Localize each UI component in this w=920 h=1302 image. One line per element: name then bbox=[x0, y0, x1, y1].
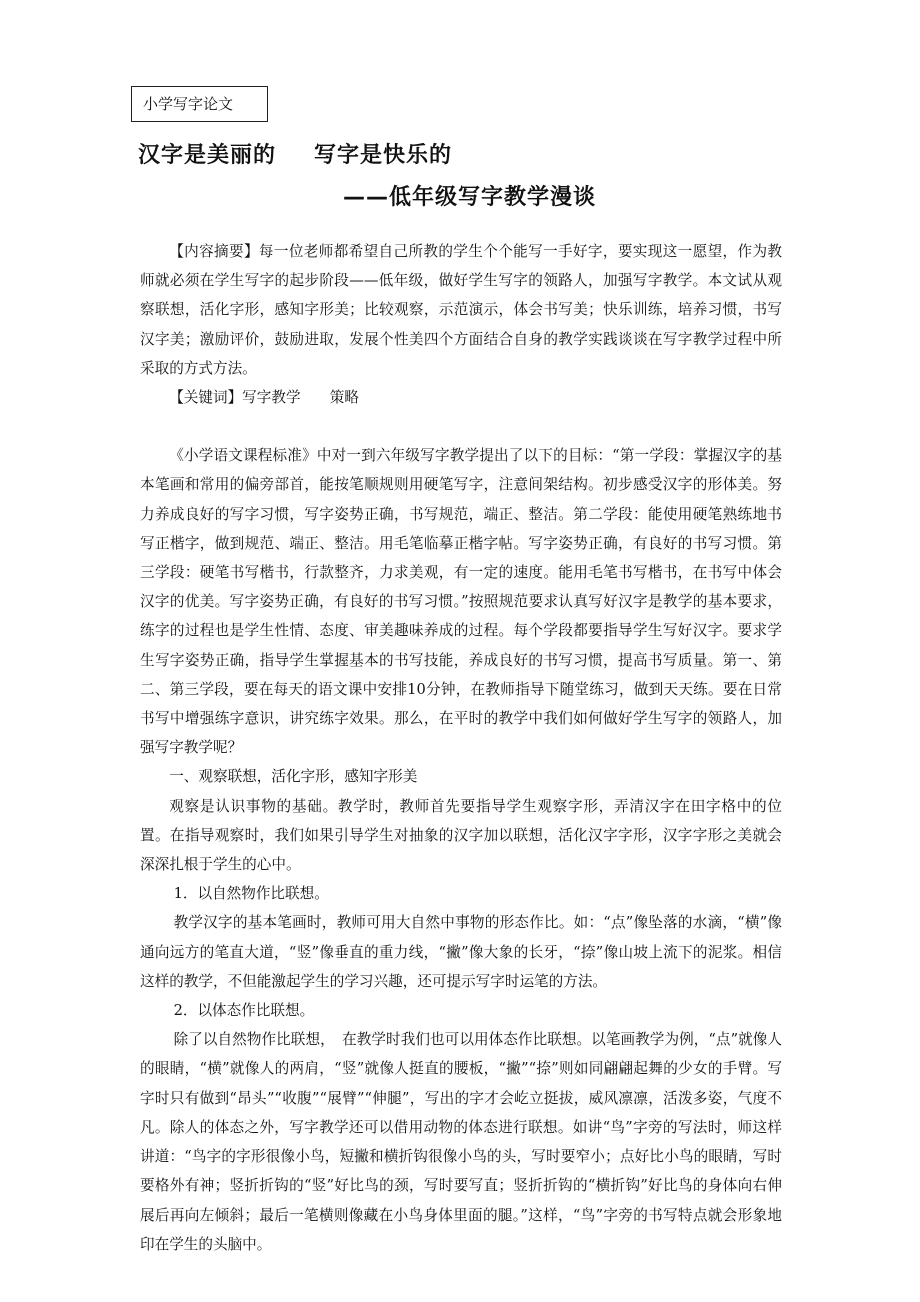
article-body bbox=[140, 237, 782, 1259]
abstract-paragraph: 【内容摘要】每一位老师都希望自己所教的学生个个能写一手好字，要实现这一愿望，作为教师就必须在学生写字的起步阶段——低年级，做好学生写字的领路人，加强写字教学。本文试从观察联想，活化字形，感知字形美；比较观察，示范演示，体会书写美；快乐训练，培养习惯，书写汉字美；激励评价，鼓励进取，发展个性美四个方面结合自身的教学实践谈谈在写字教学过程中所采取的方式方法。 bbox=[140, 243, 782, 377]
subheading-2: 2．以体态作比联想。 bbox=[173, 1002, 315, 1020]
paragraph-standards: 《小学语文课程标准》中对一到六年级写字教学提出了以下的目标：“第一学段：掌握汉字的基本笔画和常用的偏旁部首，能按笔顺规则用硬笔写字，注意间架结构。初步感受汉字的形体美。努力养成良好的写字习惯，写字姿势正确，书写规范，端正、整洁。第二学段：能使用硬笔熟练地书写正楷字，做到规范、端正、整洁。用毛笔临摹正楷字帖。写字姿势正确，有良好的书写习惯。第三学段：硬笔书写楷书，行款整齐，力求美观，有一定的速度。能用毛笔书写楷书，在书写中体会汉字的优美。写字姿势正确，有良好的书写习惯。”按照规范要求认真写好汉字是教学的基本要求，练字的过程也是学生性情、态度、审美趣味养成的过程。每个学段都要指导学生写好汉字。要求学生写字姿势正确，指导学生掌握基本的书写技能，养成良好的书写习惯，提高书写质量。第一、第二、第三学段，要在每天的语文课中安排10分钟，在教师指导下随堂练习，做到天天练。要在日常书写中增强练字意识，讲究练字效果。那么，在平时的教学中我们如何做好学生写字的领路人，加强写字教学呢？ bbox=[140, 447, 782, 757]
title-line-1 bbox=[138, 138, 452, 169]
paragraph-posture-analogy: 除了以自然物作比联想， 在教学时我们也可以用体态作比联想。以笔画教学为例，“点”就像人的眼睛，“横”就像人的两肩，“竖”就像人挺直的腰板，“撇”“捺”则如同翩翩起舞的少女的手臂。写字时只有做到“昂头”“收腹”“展臂”“伸腿”，写出的字才会屹立挺拔，威风凛凛，活泼多姿，气度不凡。除人的体态之外，写字教学还可以借用动物的体态进行联想。如讲“鸟”字旁的写法时，师这样讲道：“鸟字的字形很像小鸟，短撇和横折钩很像小鸟的头，写时要窄小；点好比小鸟的眼睛，写时要格外有神；竖折折钩的“竖”好比鸟的颈，写时要写直；竖折折钩的“横折钩”好比鸟的身体向右伸展后再向左倾斜；最后一笔横则像藏在小鸟身体里面的腿。”这样，“鸟”字旁的书写特点就会形象地印在学生的头脑中。 bbox=[140, 1031, 782, 1253]
paragraph-nature-analogy: 教学汉字的基本笔画时，教师可用大自然中事物的形态作比。如：“点”像坠落的水滴，“横”像通向远方的笔直大道，“竖”像垂直的重力线，“撇”像大象的长牙，“捺”像山坡上流下的泥浆。相信这样的教学，不但能激起学生的学习兴趣，还可提示写字时运笔的方法。 bbox=[140, 914, 782, 990]
category-label: 小学写字论文 bbox=[131, 86, 268, 122]
title-part-2: 写字是快乐的 bbox=[314, 143, 453, 168]
title-part-1: 汉字是美丽的 bbox=[138, 143, 277, 168]
section-heading-1: 一、观察联想，活化字形，感知字形美 bbox=[169, 768, 418, 786]
keywords-paragraph: 【关键词】写字教学 策略 bbox=[169, 389, 359, 407]
subtitle: ——低年级写字教学漫谈 bbox=[343, 185, 597, 210]
paragraph-observation: 观察是认识事物的基础。教学时，教师首先要指导学生观察字形，弄清汉字在田字格中的位置。在指导观察时，我们如果引导学生对抽象的汉字加以联想，活化汉字字形，汉字字形之美就会深深扎根于学生的心中。 bbox=[140, 797, 782, 874]
subheading-1: 1．以自然物作比联想。 bbox=[173, 885, 329, 903]
